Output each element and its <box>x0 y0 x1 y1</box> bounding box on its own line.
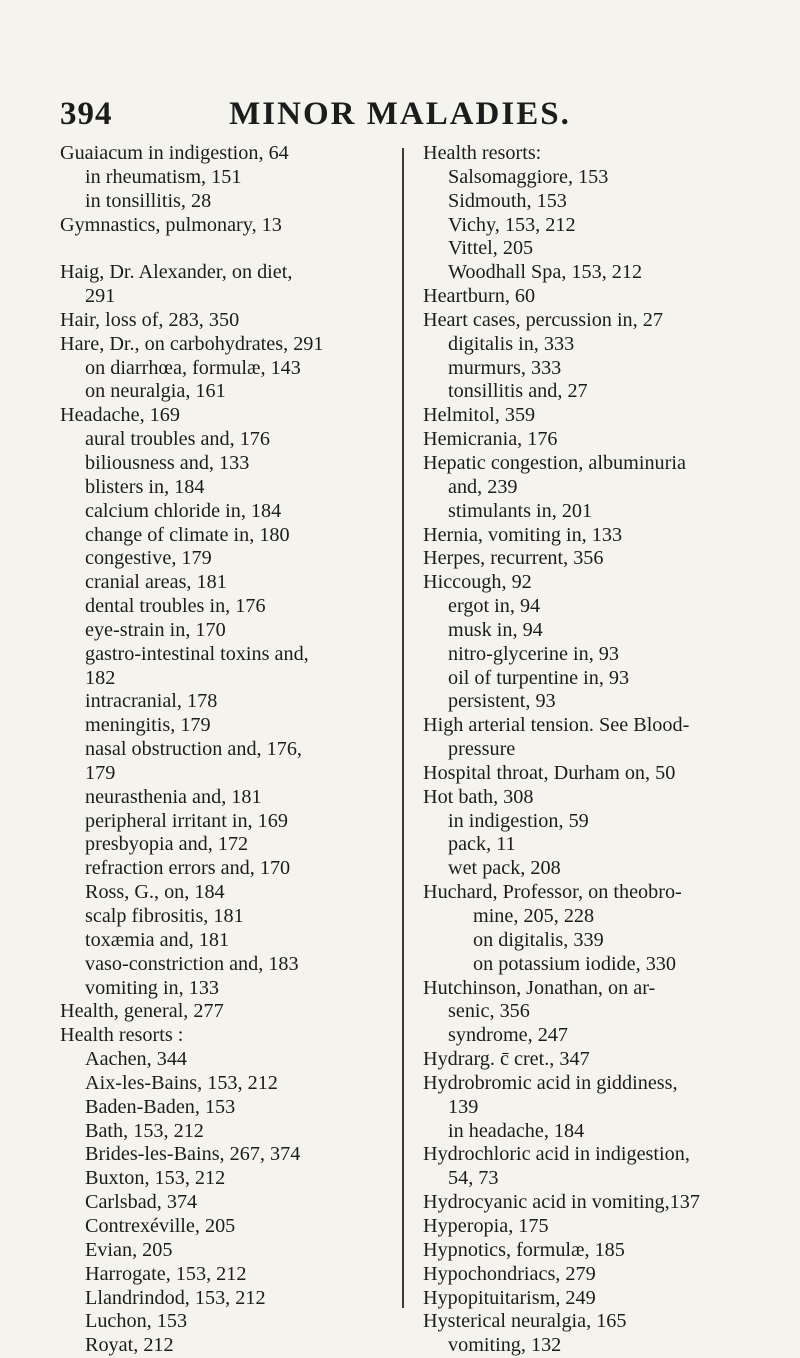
page-number: 394 <box>60 96 113 132</box>
index-subentry: dental troubles in, 176 <box>85 595 266 618</box>
index-subentry: Carlsbad, 374 <box>85 1191 198 1214</box>
index-subentry: blisters in, 184 <box>85 475 205 498</box>
index-subentry: murmurs, 333 <box>448 356 562 379</box>
index-entry <box>60 237 395 261</box>
index-subentry: presbyopia and, 172 <box>85 833 249 856</box>
index-subentry: Buxton, 153, 212 <box>85 1167 226 1190</box>
index-entry: Heart cases, percussion in, 27 <box>423 308 663 331</box>
index-entry: Herpes, recurrent, 356 <box>423 547 604 570</box>
index-subentry: senic, 356 <box>448 1000 530 1023</box>
index-entry: Hare, Dr., on carbohydrates, 291 <box>60 332 324 355</box>
index-subentry: vomiting, 132 <box>448 1334 562 1357</box>
index-subentry: meningitis, 179 <box>85 714 211 737</box>
index-subentry: 139 <box>448 1095 479 1118</box>
index-entry: Hair, loss of, 283, 350 <box>60 308 240 331</box>
index-subentry: Salsomaggiore, 153 <box>448 165 609 188</box>
index-subentry: refraction errors and, 170 <box>85 857 291 880</box>
index-subentry: calcium chloride in, 184 <box>85 499 282 522</box>
index-subentry: pressure <box>448 738 516 761</box>
index-entry: Hiccough, 92 <box>423 571 532 594</box>
index-entry: High arterial tension. See Blood- <box>423 714 690 737</box>
index-entry: Hot bath, 308 <box>423 785 534 808</box>
index-entry: Hepatic congestion, albuminuria <box>423 451 686 474</box>
index-entry: Hospital throat, Durham on, 50 <box>423 761 676 784</box>
index-subentry: nasal obstruction and, 176, <box>85 738 302 761</box>
index-subentry: Llandrindod, 153, 212 <box>85 1286 266 1309</box>
index-subentry: on neuralgia, 161 <box>85 380 226 403</box>
index-subentry: and, 239 <box>448 475 518 498</box>
index-entry: Health, general, 277 <box>60 1000 224 1023</box>
index-subentry: Aix-les-Bains, 153, 212 <box>85 1071 278 1094</box>
index-subentry: on diarrhœa, formulæ, 143 <box>85 356 301 379</box>
index-entry: Guaiacum in indigestion, 64 <box>60 142 289 164</box>
index-subentry: syndrome, 247 <box>448 1024 568 1047</box>
index-entry: Gymnastics, pulmonary, 13 <box>60 213 282 236</box>
index-subentry: Evian, 205 <box>85 1238 173 1261</box>
index-entry: Hyperopia, 175 <box>423 1214 549 1237</box>
index-subentry: congestive, 179 <box>85 547 212 570</box>
index-subentry: in rheumatism, 151 <box>85 165 242 188</box>
index-entry: Hydrocyanic acid in vomiting,137 <box>423 1191 700 1214</box>
index-subentry: biliousness and, 133 <box>85 451 250 474</box>
index-subentry: in indigestion, 59 <box>448 809 589 832</box>
index-entry: Hydrarg. c̄ cret., 347 <box>423 1048 590 1071</box>
running-title: MINOR MALADIES. <box>229 96 571 132</box>
index-subentry: ergot in, 94 <box>448 595 541 618</box>
index-entry: Haig, Dr. Alexander, on diet, <box>60 261 293 284</box>
index-subentry: Vittel, 205 <box>448 237 534 260</box>
index-subentry: scalp fibrositis, 181 <box>85 905 244 927</box>
index-subentry: nitro-glycerine in, 93 <box>448 642 619 665</box>
index-subentry: peripheral irritant in, 169 <box>85 809 288 832</box>
index-entry: Hemicrania, 176 <box>423 428 558 451</box>
index-subentry: Harrogate, 153, 212 <box>85 1262 247 1285</box>
index-entry: Hypochondriacs, 279 <box>423 1262 596 1285</box>
index-column-right <box>423 142 758 1358</box>
index-subentry: in headache, 184 <box>448 1119 585 1142</box>
index-entry: Hypopituitarism, 249 <box>423 1286 596 1309</box>
index-subentry: vaso-constriction and, 183 <box>85 952 299 975</box>
index-entry: Heartburn, 60 <box>423 285 536 308</box>
page-header <box>0 96 800 140</box>
index-subentry: Baden-Baden, 153 <box>85 1095 236 1118</box>
index-subentry: neurasthenia and, 181 <box>85 785 262 808</box>
index-entry: Hernia, vomiting in, 133 <box>423 523 623 546</box>
index-subentry: tonsillitis and, 27 <box>448 380 588 403</box>
index-entry: Hutchinson, Jonathan, on ar- <box>423 976 656 999</box>
index-entry: Helmitol, 359 <box>423 404 536 427</box>
index-subentry: on digitalis, 339 <box>473 928 604 951</box>
index-subentry: Brides-les-Bains, 267, 374 <box>85 1143 301 1166</box>
index-subentry: Royat, 212 <box>85 1334 174 1357</box>
index-subentry: persistent, 93 <box>448 690 556 713</box>
index-subentry: Contrexéville, 205 <box>85 1214 236 1237</box>
index-entry: Health resorts : <box>60 1024 184 1047</box>
index-entry: Hysterical neuralgia, 165 <box>423 1310 627 1333</box>
index-subentry: Bath, 153, 212 <box>85 1119 204 1142</box>
index-subentry: Sidmouth, 153 <box>448 189 567 212</box>
index-subentry: Aachen, 344 <box>85 1048 188 1071</box>
index-subentry: gastro-intestinal toxins and, <box>85 642 309 665</box>
index-subentry: mine, 205, 228 <box>473 905 595 927</box>
index-subentry: intracranial, 178 <box>85 690 218 713</box>
index-entry: Headache, 169 <box>60 404 180 427</box>
index-subentry: wet pack, 208 <box>448 857 561 880</box>
index-subentry: musk in, 94 <box>448 618 543 641</box>
index-entry: Hypnotics, formulæ, 185 <box>423 1238 625 1261</box>
index-subentry: vomiting in, 133 <box>85 976 220 999</box>
index-entry: Hydrochloric acid in indigestion, <box>423 1143 690 1166</box>
index-subentry: 182 <box>85 666 116 689</box>
index-subentry: cranial areas, 181 <box>85 571 227 594</box>
column-divider <box>402 148 404 1308</box>
index-subentry: Luchon, 153 <box>85 1310 188 1333</box>
index-subentry: in tonsillitis, 28 <box>85 189 212 212</box>
index-subentry: 54, 73 <box>448 1167 499 1190</box>
index-subentry: pack, 11 <box>448 833 516 856</box>
index-subentry: eye-strain in, 170 <box>85 618 226 641</box>
index-subentry: oil of turpentine in, 93 <box>448 666 630 689</box>
index-column-left <box>60 142 395 1358</box>
index-subentry: on potassium iodide, 330 <box>473 952 676 975</box>
index-subentry: toxæmia and, 181 <box>85 928 230 951</box>
index-subentry: 179 <box>85 761 116 784</box>
index-subentry: Vichy, 153, 212 <box>448 213 576 236</box>
index-subentry: Woodhall Spa, 153, 212 <box>448 261 643 284</box>
index-subentry: Ross, G., on, 184 <box>85 881 225 904</box>
index-subentry: stimulants in, 201 <box>448 499 593 522</box>
index-subentry: 291 <box>85 285 116 308</box>
index-subentry: digitalis in, 333 <box>448 332 575 355</box>
index-entry: Hydrobromic acid in giddiness, <box>423 1071 678 1094</box>
index-subentry: change of climate in, 180 <box>85 523 290 546</box>
index-entry: Health resorts: <box>423 142 542 164</box>
index-entry: Huchard, Professor, on theobro- <box>423 881 682 904</box>
index-subentry: aural troubles and, 176 <box>85 428 270 451</box>
